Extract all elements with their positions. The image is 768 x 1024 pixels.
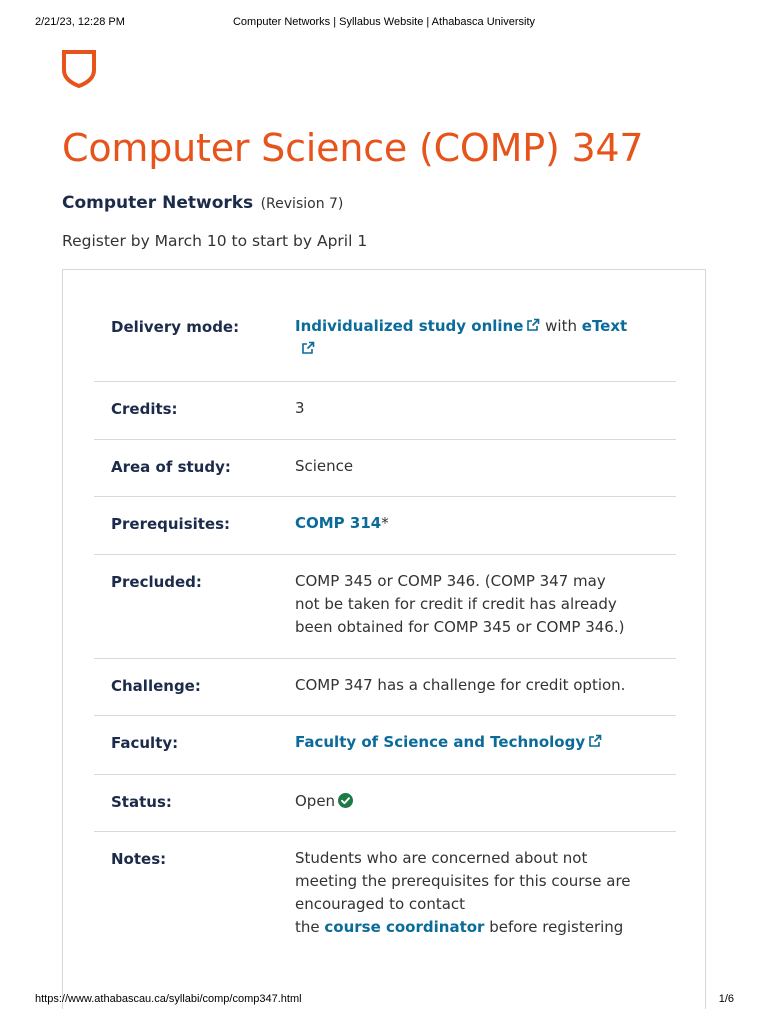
row-precluded <box>94 555 676 659</box>
status-value <box>295 790 665 813</box>
page-title: Computer Science (COMP) 347 <box>62 126 644 170</box>
check-circle-icon <box>338 792 353 807</box>
print-footer <box>0 993 768 1007</box>
course-coordinator-link[interactable]: course coordinator <box>324 918 485 936</box>
faculty-value <box>295 731 665 754</box>
row-notes <box>94 832 676 952</box>
notes-post-link-text: before registering <box>484 918 624 936</box>
course-revision: (Revision 7) <box>260 196 344 212</box>
precluded-line: been obtained for COMP 345 or COMP 346.) <box>295 618 625 636</box>
print-datetime: 2/21/23, 12:28 PM <box>35 16 125 28</box>
credits-value: 3 <box>295 399 305 417</box>
precluded-value <box>295 570 665 639</box>
delivery-mode-value <box>295 315 665 361</box>
course-subtitle <box>62 193 343 213</box>
precluded-label: Precluded: <box>111 573 202 591</box>
delivery-with-text: with <box>540 317 582 335</box>
row-area-of-study <box>94 440 676 497</box>
row-delivery-mode <box>94 300 676 382</box>
course-details-box <box>62 269 706 1009</box>
external-link-icon <box>526 316 540 330</box>
etext-link[interactable]: eText <box>581 317 628 335</box>
faculty-label: Faculty: <box>111 734 179 752</box>
faculty-link[interactable]: Faculty of Science and Technology <box>295 733 586 751</box>
print-page-number: 1/6 <box>718 993 734 1005</box>
delivery-mode-label: Delivery mode: <box>111 318 240 336</box>
print-header <box>0 16 768 30</box>
course-name: Computer Networks <box>62 193 254 213</box>
individualized-study-link[interactable]: Individualized study online <box>295 317 524 335</box>
row-faculty <box>94 716 676 775</box>
status-label: Status: <box>111 793 172 811</box>
comp-314-link[interactable]: COMP 314 <box>295 514 382 532</box>
area-of-study-label: Area of study: <box>111 458 231 476</box>
precluded-line: not be taken for credit if credit has already <box>295 595 617 613</box>
challenge-label: Challenge: <box>111 677 201 695</box>
print-document-title: Computer Networks | Syllabus Website | Athabasca University <box>232 16 536 28</box>
notes-line: encouraged to contact <box>295 895 466 913</box>
external-link-icon <box>301 339 315 353</box>
notes-value <box>295 847 665 939</box>
area-of-study-value: Science <box>295 457 354 475</box>
prerequisite-asterisk: * <box>381 514 389 532</box>
notes-line <box>295 916 665 939</box>
precluded-line: COMP 345 or COMP 346. (COMP 347 may <box>295 572 606 590</box>
print-url: https://www.athabascau.ca/syllabi/comp/comp347.html <box>35 993 302 1005</box>
status-text: Open <box>295 792 336 810</box>
course-details-table <box>94 300 676 952</box>
prerequisites-value <box>295 512 665 535</box>
prerequisites-label: Prerequisites: <box>111 515 231 533</box>
notes-pre-link-text: the <box>295 918 325 936</box>
external-link-icon <box>588 732 602 746</box>
notes-line: meeting the prerequisites for this course are <box>295 872 631 890</box>
row-challenge <box>94 659 676 716</box>
registration-deadline: Register by March 10 to start by April 1 <box>62 232 368 250</box>
row-credits <box>94 382 676 440</box>
credits-label: Credits: <box>111 400 178 418</box>
athabasca-shield-icon[interactable] <box>62 50 96 88</box>
row-prerequisites <box>94 497 676 555</box>
row-status <box>94 775 676 832</box>
notes-line: Students who are concerned about not <box>295 849 588 867</box>
challenge-value: COMP 347 has a challenge for credit option. <box>295 676 626 694</box>
notes-label: Notes: <box>111 850 167 868</box>
